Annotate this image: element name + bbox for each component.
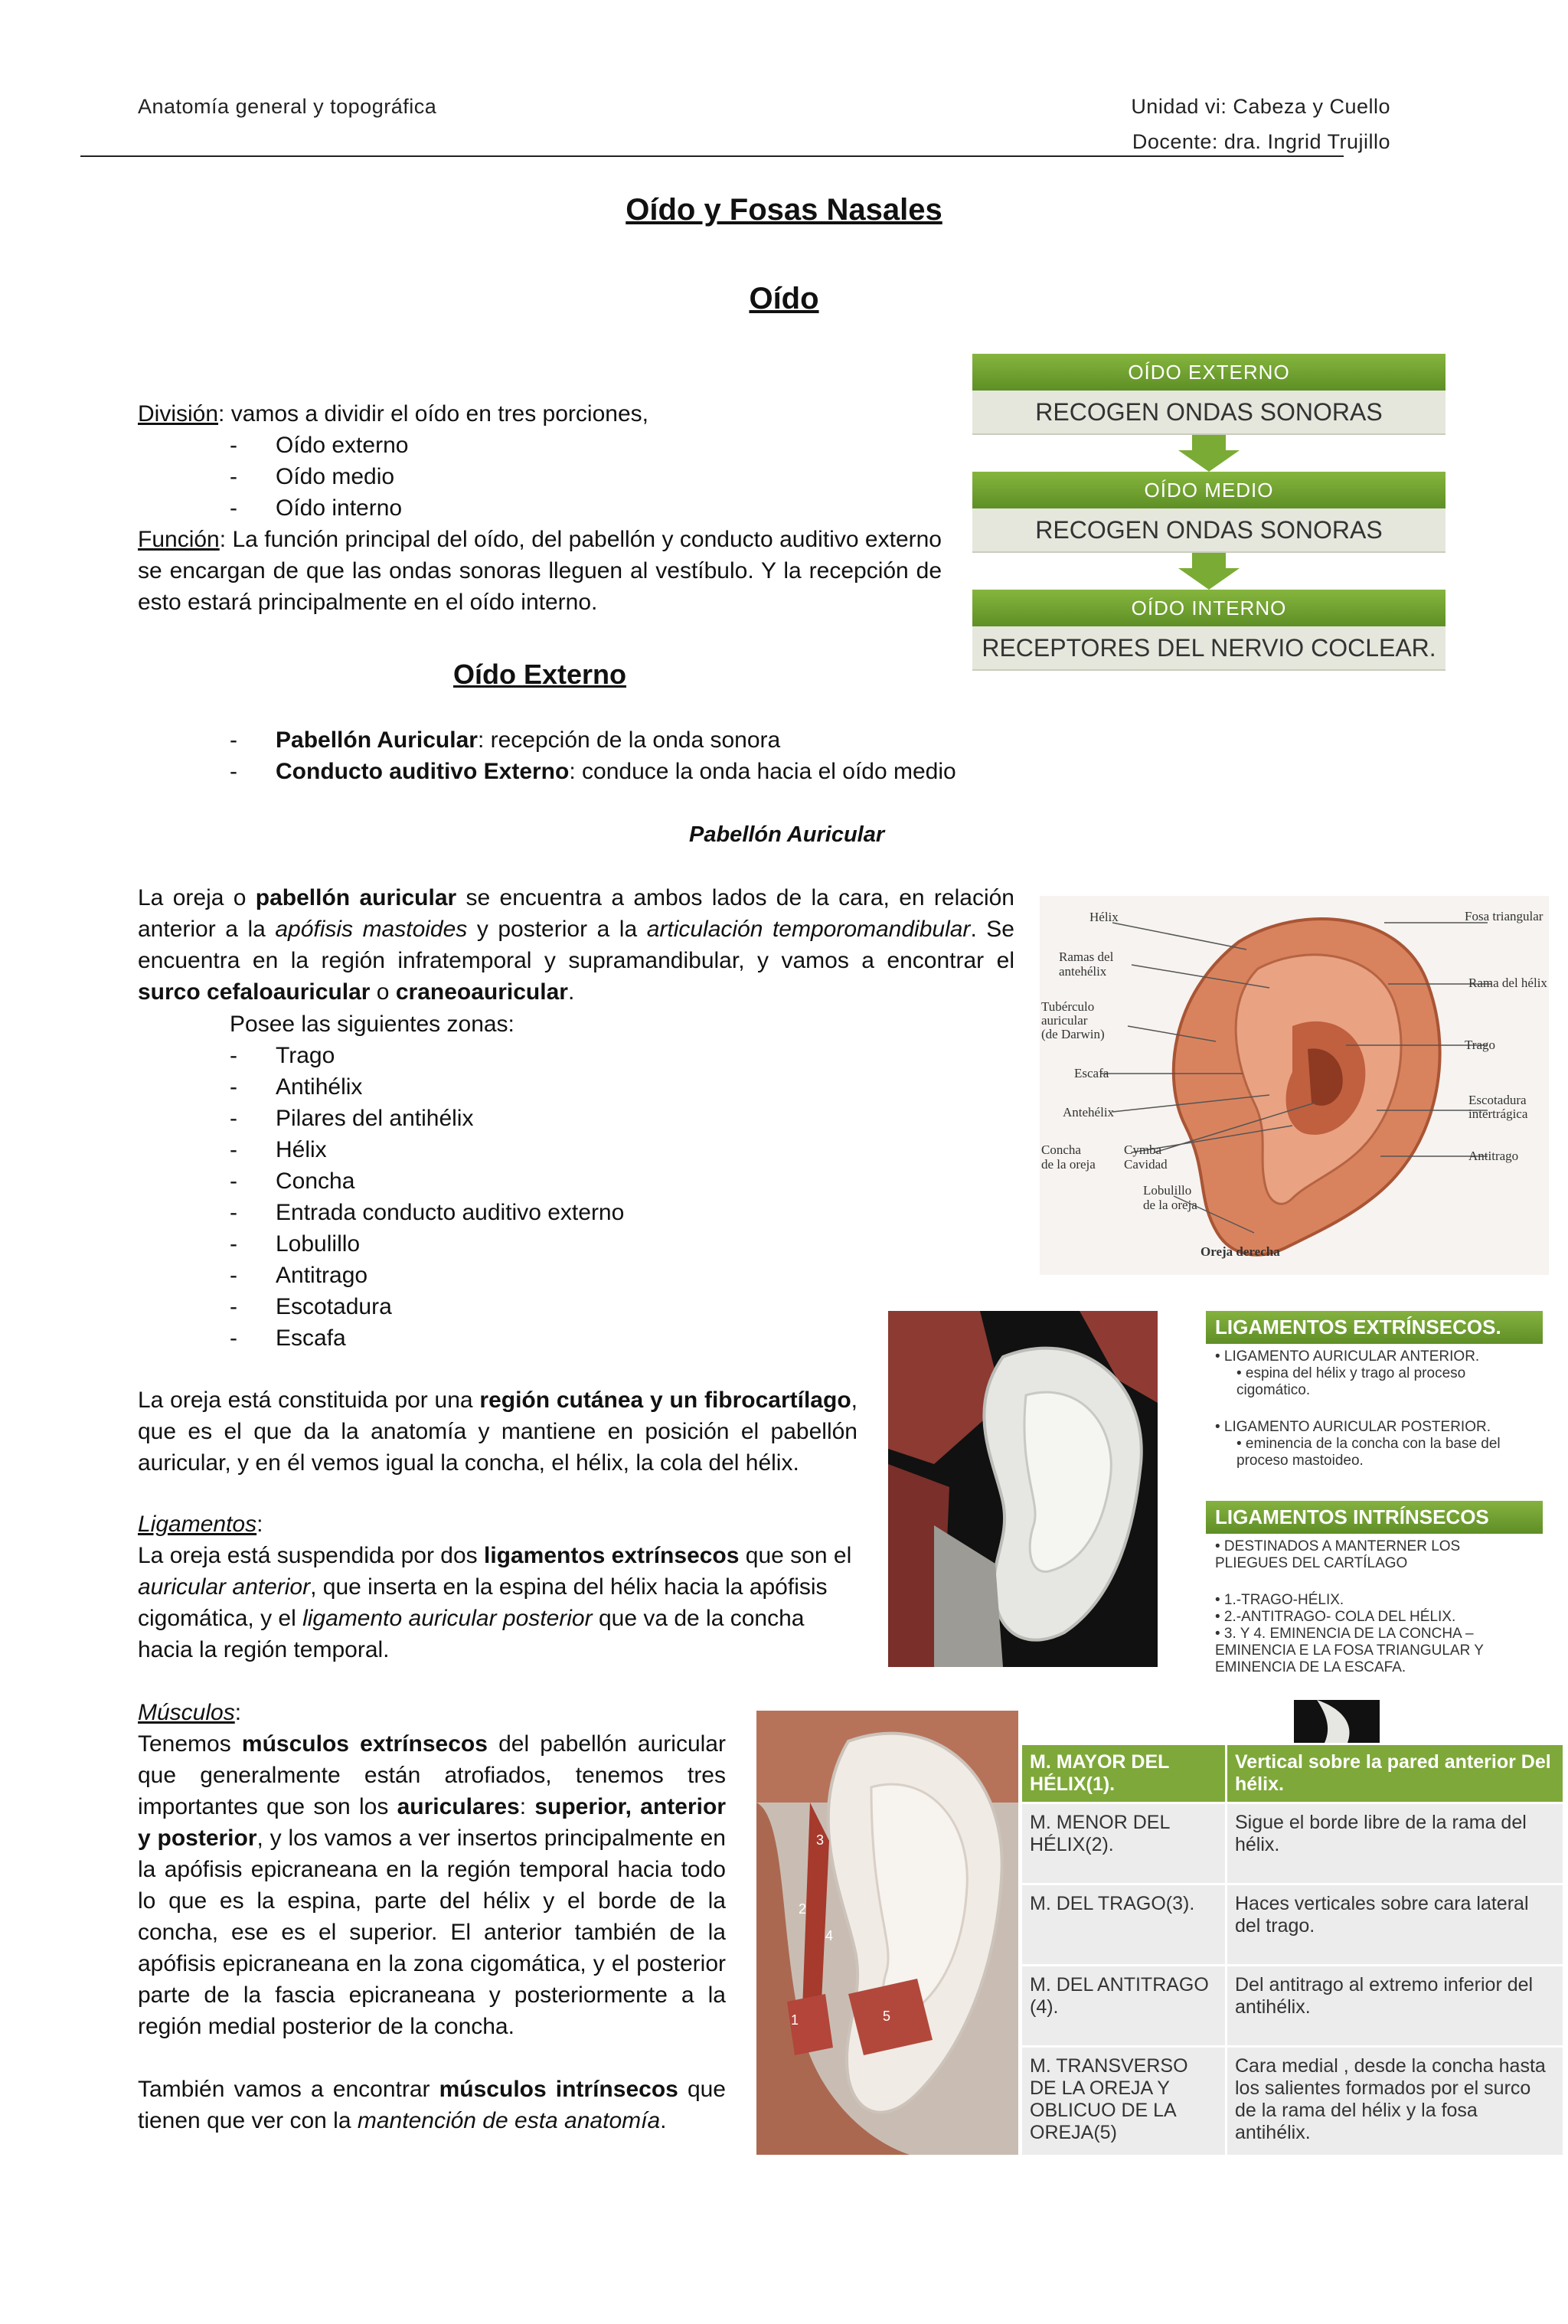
header-rule [80, 155, 1344, 157]
division-text: : vamos a dividir el oído en tres porciones, [218, 401, 648, 427]
svg-text:Antitrago: Antitrago [1468, 1149, 1519, 1163]
table-row: M. DEL ANTITRAGO (4). Del antitrago al extremo inferior del antihélix. [1021, 1966, 1564, 2047]
oido-externo-list [230, 724, 1072, 787]
intrinsic-muscles-table [1020, 1743, 1565, 2157]
musculos-block: Músculos: Tenemos músculos extrínsecos del pabellón auricular que generalmente están atrofiados, tenemos tres importantes que son los auriculares: superior, anterior y posterior, y los vamos a ver insertos principalmente en la apófisis epicraneana en la región temporal hacia todo lo que es la espina, parte del hélix y el borde de la concha, ese es el superior. El anterior también de la apófisis epicraneana en la zona cigomática, y el posterior parte de la fascia epicraneana y posteriormente a la región medial posterior de la concha. También vamos a encontrar músculos intrínsecos que tienen que ver con la mantención de esta anatomía. [138, 1700, 726, 2133]
svg-text:2: 2 [799, 1901, 807, 1917]
header-course: Anatomía general y topográfica [138, 95, 437, 118]
section-title-oido: Oído [749, 282, 819, 315]
intrinsic-ligaments-panel: LIGAMENTOS INTRÍNSECOS • DESTINADOS A MANTERNER LOS PLIEGUES DEL CARTÍLAGO • 1.-TRAGO-HÉLIX. • 2.-ANTITRAGO- COLA DEL HÉLIX. • 3. Y 4. EMINENCIA DE LA CONCHA – EMINENCIA E LA FOSA TRIANGULAR Y EMINENCIA DE LA ESCAFA. [1206, 1501, 1543, 1681]
intrinsic-ligaments-heading: LIGAMENTOS INTRÍNSECOS [1206, 1501, 1543, 1534]
ear-anatomy-illustration [1040, 896, 1549, 1275]
table-row: M. TRANSVERSO DE LA OREJA Y OBLICUO DE LA OREJA(5) Cara medial , desde la concha hasta los salientes formados por el surco de la rama del hélix y la fosa antihélix. [1021, 2047, 1564, 2156]
extrinsic-ligaments-heading: LIGAMENTOS EXTRÍNSECOS. [1206, 1311, 1543, 1344]
division-label: División [138, 401, 219, 427]
ear-3d-model-image [888, 1311, 1158, 1667]
ear-muscles-image [756, 1711, 1018, 2155]
flow-box-external: RECOGEN ONDAS SONORAS [972, 391, 1446, 435]
svg-text:(de Darwin): (de Darwin) [1041, 1027, 1105, 1041]
list-item: - Oído externo [230, 430, 942, 461]
list-item: - Concha [230, 1165, 624, 1197]
table-header-row: M. MAYOR DEL HÉLIX(1). Vertical sobre la pared anterior Del hélix. [1021, 1744, 1564, 1803]
list-item: - Pabellón Auricular: recepción de la onda sonora [230, 724, 1072, 756]
svg-text:Escotadura: Escotadura [1468, 1093, 1527, 1107]
flow-band-internal: OÍDO INTERNO [972, 590, 1446, 626]
small-ear-thumbnail-image [1294, 1700, 1380, 1743]
svg-text:1: 1 [791, 2012, 799, 2028]
svg-text:Concha: Concha [1041, 1142, 1081, 1157]
musculos-label: Músculos [138, 1700, 235, 1725]
constitucion-paragraph: La oreja está constituida por una región cutánea y un fibrocartílago, que es el que da la anatomía y mantiene en posición el pabellón auricular, y en él vemos igual la concha, el hélix, la cola del hélix. [138, 1388, 858, 1476]
list-item: - Escotadura [230, 1291, 624, 1322]
funcion-label: Función [138, 527, 220, 552]
svg-text:Tubérculo: Tubérculo [1041, 999, 1095, 1014]
svg-text:Escafa: Escafa [1074, 1066, 1109, 1080]
svg-text:Ramas del: Ramas del [1059, 950, 1114, 964]
svg-text:5: 5 [883, 2009, 891, 2024]
svg-text:Cymba: Cymba [1124, 1142, 1162, 1157]
list-item: - Antihélix [230, 1071, 624, 1103]
division-block [138, 398, 942, 618]
zonas-list [230, 1040, 624, 1354]
flow-arrow-down-icon [972, 553, 1446, 590]
funcion-paragraph: Función: La función principal del oído, del pabellón y conducto auditivo externo se encargan de que las ondas sonoras lleguen al vestíbulo. Y la recepción de esto estará principalmente en el oído interno. [138, 527, 942, 615]
flow-box-internal: RECEPTORES DEL NERVIO COCLEAR. [972, 626, 1446, 671]
list-item: - Escafa [230, 1322, 624, 1354]
list-item: - Entrada conducto auditivo externo [230, 1197, 624, 1228]
page-title: Oído y Fosas Nasales [626, 193, 942, 227]
ear-function-diagram [972, 354, 1446, 671]
svg-text:de la oreja: de la oreja [1143, 1198, 1197, 1212]
svg-text:Rama del hélix: Rama del hélix [1468, 976, 1547, 990]
list-item: - Conducto auditivo Externo: conduce la onda hacia el oído medio [230, 756, 1072, 787]
flow-box-middle: RECOGEN ONDAS SONORAS [972, 508, 1446, 553]
ear-label-helix: Hélix [1089, 910, 1119, 924]
svg-text:intertrágica: intertrágica [1468, 1106, 1528, 1121]
ear-caption: Oreja derecha [1200, 1244, 1280, 1259]
section-title-oido-externo: Oído Externo [452, 659, 627, 690]
ligamentos-label: Ligamentos [138, 1512, 257, 1537]
svg-text:3: 3 [816, 1832, 825, 1848]
flow-band-external: OÍDO EXTERNO [972, 354, 1446, 391]
list-item: - Lobulillo [230, 1228, 624, 1260]
svg-text:Antehélix: Antehélix [1063, 1105, 1115, 1120]
svg-text:antehélix: antehélix [1059, 964, 1107, 979]
pabellon-heading: Pabellón Auricular [689, 822, 885, 847]
flow-arrow-down-icon [972, 435, 1446, 472]
pabellon-paragraph: La oreja o pabellón auricular se encuentra a ambos lados de la cara, en relación anterior a la apófisis mastoides y posterior a la articulación temporomandibular. Se encuentra en la región infratemporal y supramandibular, y vamos a encontrar el surco cefaloauricular o craneoauricular. [138, 885, 1014, 1005]
svg-text:Fosa triangular: Fosa triangular [1465, 909, 1544, 923]
division-list [230, 430, 942, 524]
flow-band-middle: OÍDO MEDIO [972, 472, 1446, 508]
zonas-intro: Posee las siguientes zonas: [230, 1012, 514, 1037]
list-item: - Trago [230, 1040, 624, 1071]
svg-text:Cavidad: Cavidad [1124, 1157, 1168, 1172]
table-row: M. MENOR DEL HÉLIX(2). Sigue el borde libre de la rama del hélix. [1021, 1803, 1564, 1884]
list-item: - Hélix [230, 1134, 624, 1165]
svg-text:de la oreja: de la oreja [1041, 1157, 1096, 1172]
header-teacher: Docente: dra. Ingrid Trujillo [1132, 130, 1390, 153]
svg-text:Trago: Trago [1465, 1038, 1495, 1052]
list-item: - Oído medio [230, 461, 942, 492]
svg-text:Lobulillo: Lobulillo [1143, 1183, 1192, 1198]
list-item: - Antitrago [230, 1260, 624, 1291]
extrinsic-ligaments-panel: LIGAMENTOS EXTRÍNSECOS. • LIGAMENTO AURICULAR ANTERIOR. • espina del hélix y trago al proceso cigomático. • LIGAMENTO AURICULAR POSTERIOR. • eminencia de la concha con la base del proceso mastoideo. [1206, 1311, 1543, 1474]
list-item: - Oído interno [230, 492, 942, 524]
svg-text:auricular: auricular [1041, 1013, 1088, 1028]
header-unit: Unidad vi: Cabeza y Cuello [1131, 95, 1390, 118]
svg-text:4: 4 [825, 1928, 834, 1943]
ligamentos-block: Ligamentos: La oreja está suspendida por dos ligamentos extrínsecos que son el auricular anterior, que inserta en la espina del hélix hacia la apófisis cigomática, y el ligamento auricular posterior que va de la concha hacia la región temporal. [138, 1512, 852, 1662]
list-item: - Pilares del antihélix [230, 1103, 624, 1134]
table-row: M. DEL TRAGO(3). Haces verticales sobre cara lateral del trago. [1021, 1884, 1564, 1966]
